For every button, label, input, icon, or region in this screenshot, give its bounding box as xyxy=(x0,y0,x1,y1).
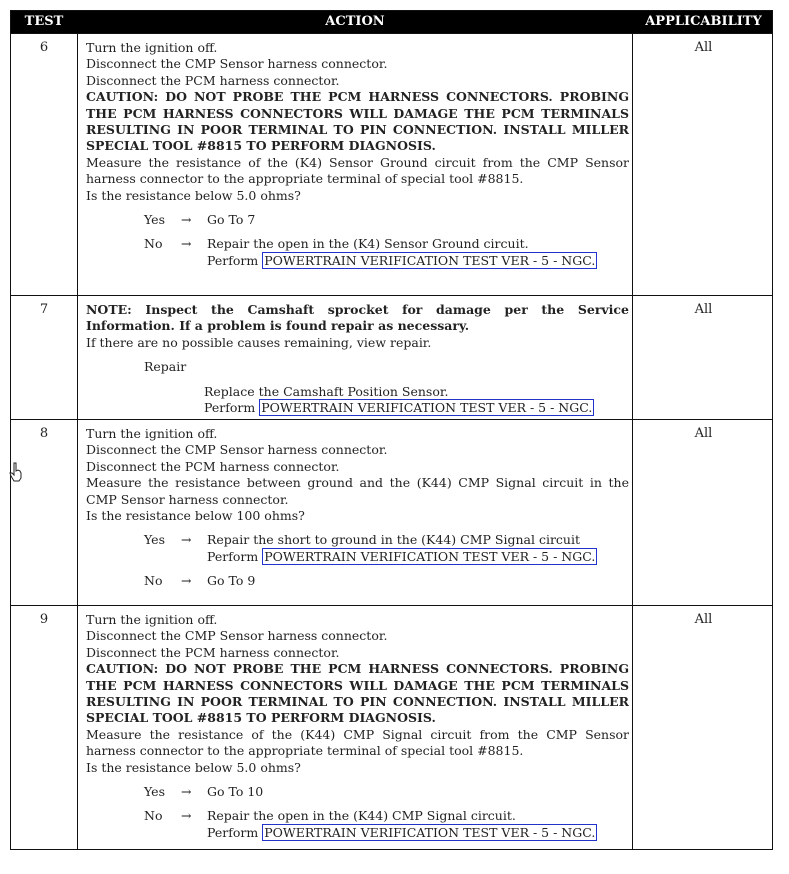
applicability-value: All xyxy=(694,612,713,627)
measure-text: Measure the resistance of the (K44) CMP Signal circuit from the CMP Sensor harness connector to the appropriate terminal of special tool #8815. xyxy=(86,726,629,759)
diagnostic-table xyxy=(10,10,773,850)
step-text: If there are no possible causes remaining, view repair. xyxy=(86,334,432,350)
header-applicability: APPLICABILITY xyxy=(645,14,762,29)
header-action: ACTION xyxy=(325,14,385,29)
action-cell xyxy=(86,302,629,416)
verification-test-link[interactable]: POWERTRAIN VERIFICATION TEST VER - 5 - NGC. xyxy=(264,824,596,840)
applicability-value: All xyxy=(694,302,713,317)
test-number: 8 xyxy=(39,426,49,441)
action-cell xyxy=(86,426,629,590)
question-text: Is the resistance below 5.0 ohms? xyxy=(86,187,301,203)
caution-text: CAUTION: DO NOT PROBE THE PCM HARNESS CONNECTORS. PROBING THE PCM HARNESS CONNECTORS WILL DAMAGE THE PCM TERMINALS RESULTING IN POOR TERMINAL TO PIN CONNECTION. INSTALL MILLER SPECIAL TOOL #8815 TO PERFORM DIAGNOSIS. xyxy=(86,89,629,154)
table-row-test-6 xyxy=(11,33,772,295)
applicability-value: All xyxy=(694,426,713,441)
action-cell xyxy=(86,612,629,841)
arrow-icon: → xyxy=(181,212,192,228)
caution-text: CAUTION: DO NOT PROBE THE PCM HARNESS CONNECTORS. PROBING THE PCM HARNESS CONNECTORS WILL DAMAGE THE PCM TERMINALS RESULTING IN POOR TERMINAL TO PIN CONNECTION. INSTALL MILLER SPECIAL TOOL #8815 TO PERFORM DIAGNOSIS. xyxy=(86,661,629,726)
step-text: Disconnect the PCM harness connector. xyxy=(86,644,340,660)
step-text: Disconnect the PCM harness connector. xyxy=(86,458,340,474)
perform-line: Perform POWERTRAIN VERIFICATION TEST VER - 5 - NGC. xyxy=(207,252,596,268)
perform-line: Perform POWERTRAIN VERIFICATION TEST VER - 5 - NGC. xyxy=(207,824,596,840)
action-cell xyxy=(86,40,629,269)
hand-cursor-icon xyxy=(9,462,23,482)
no-response: No → Go To 9 xyxy=(144,573,256,589)
measure-text: Measure the resistance between ground and the (K44) CMP Signal circuit in the CMP Sensor harness connector. xyxy=(86,475,629,507)
test-number: 7 xyxy=(39,302,49,317)
note-text: NOTE: Inspect the Camshaft sprocket for damage per the Service Information. If a problem is found repair as necessary. xyxy=(86,302,629,334)
test-number: 6 xyxy=(39,40,49,55)
applicability-value: All xyxy=(694,40,713,55)
step-text: Disconnect the PCM harness connector. xyxy=(86,72,340,88)
arrow-icon: → xyxy=(181,236,192,252)
question-text: Is the resistance below 5.0 ohms? xyxy=(86,759,301,775)
table-row-test-9 xyxy=(11,605,772,851)
step-text: Disconnect the CMP Sensor harness connector. xyxy=(86,56,388,72)
step-text: Turn the ignition off. xyxy=(86,612,218,627)
arrow-icon: → xyxy=(181,784,192,800)
yes-response: Yes → Go To 10 xyxy=(144,784,264,800)
step-text: Turn the ignition off. xyxy=(86,40,218,55)
header-test: TEST xyxy=(24,14,64,29)
question-text: Is the resistance below 100 ohms? xyxy=(86,508,305,524)
verification-test-link[interactable]: POWERTRAIN VERIFICATION TEST VER - 5 - NGC. xyxy=(261,400,593,415)
step-text: Disconnect the CMP Sensor harness connector. xyxy=(86,628,388,644)
measure-text: Measure the resistance of the (K4) Sensor Ground circuit from the CMP Sensor harness connector to the appropriate terminal of special tool #8815. xyxy=(86,154,629,187)
arrow-icon: → xyxy=(181,532,192,548)
verification-test-link[interactable]: POWERTRAIN VERIFICATION TEST VER - 5 - NGC. xyxy=(264,252,596,268)
no-response: No → Repair the open in the (K44) CMP Signal circuit. xyxy=(144,808,516,824)
step-text: Disconnect the CMP Sensor harness connector. xyxy=(86,442,388,458)
perform-line: Perform POWERTRAIN VERIFICATION TEST VER - 5 - NGC. xyxy=(207,548,596,564)
arrow-icon: → xyxy=(181,808,192,824)
repair-response: Repair xyxy=(144,359,187,375)
no-response: No → Repair the open in the (K4) Sensor Ground circuit. xyxy=(144,236,529,252)
table-row-test-8 xyxy=(11,419,772,605)
verification-test-link[interactable]: POWERTRAIN VERIFICATION TEST VER - 5 - NGC. xyxy=(264,548,596,564)
table-row-test-7 xyxy=(11,295,772,419)
perform-line: Perform POWERTRAIN VERIFICATION TEST VER - 5 - NGC. xyxy=(204,400,593,415)
repair-line: Replace the Camshaft Position Sensor. xyxy=(204,383,449,399)
yes-response: Yes → Repair the short to ground in the (K44) CMP Signal circuit xyxy=(144,532,580,548)
arrow-icon: → xyxy=(181,573,192,589)
test-number: 9 xyxy=(39,612,49,627)
yes-response: Yes → Go To 7 xyxy=(144,212,256,228)
table-header xyxy=(11,11,772,33)
step-text: Turn the ignition off. xyxy=(86,426,218,441)
